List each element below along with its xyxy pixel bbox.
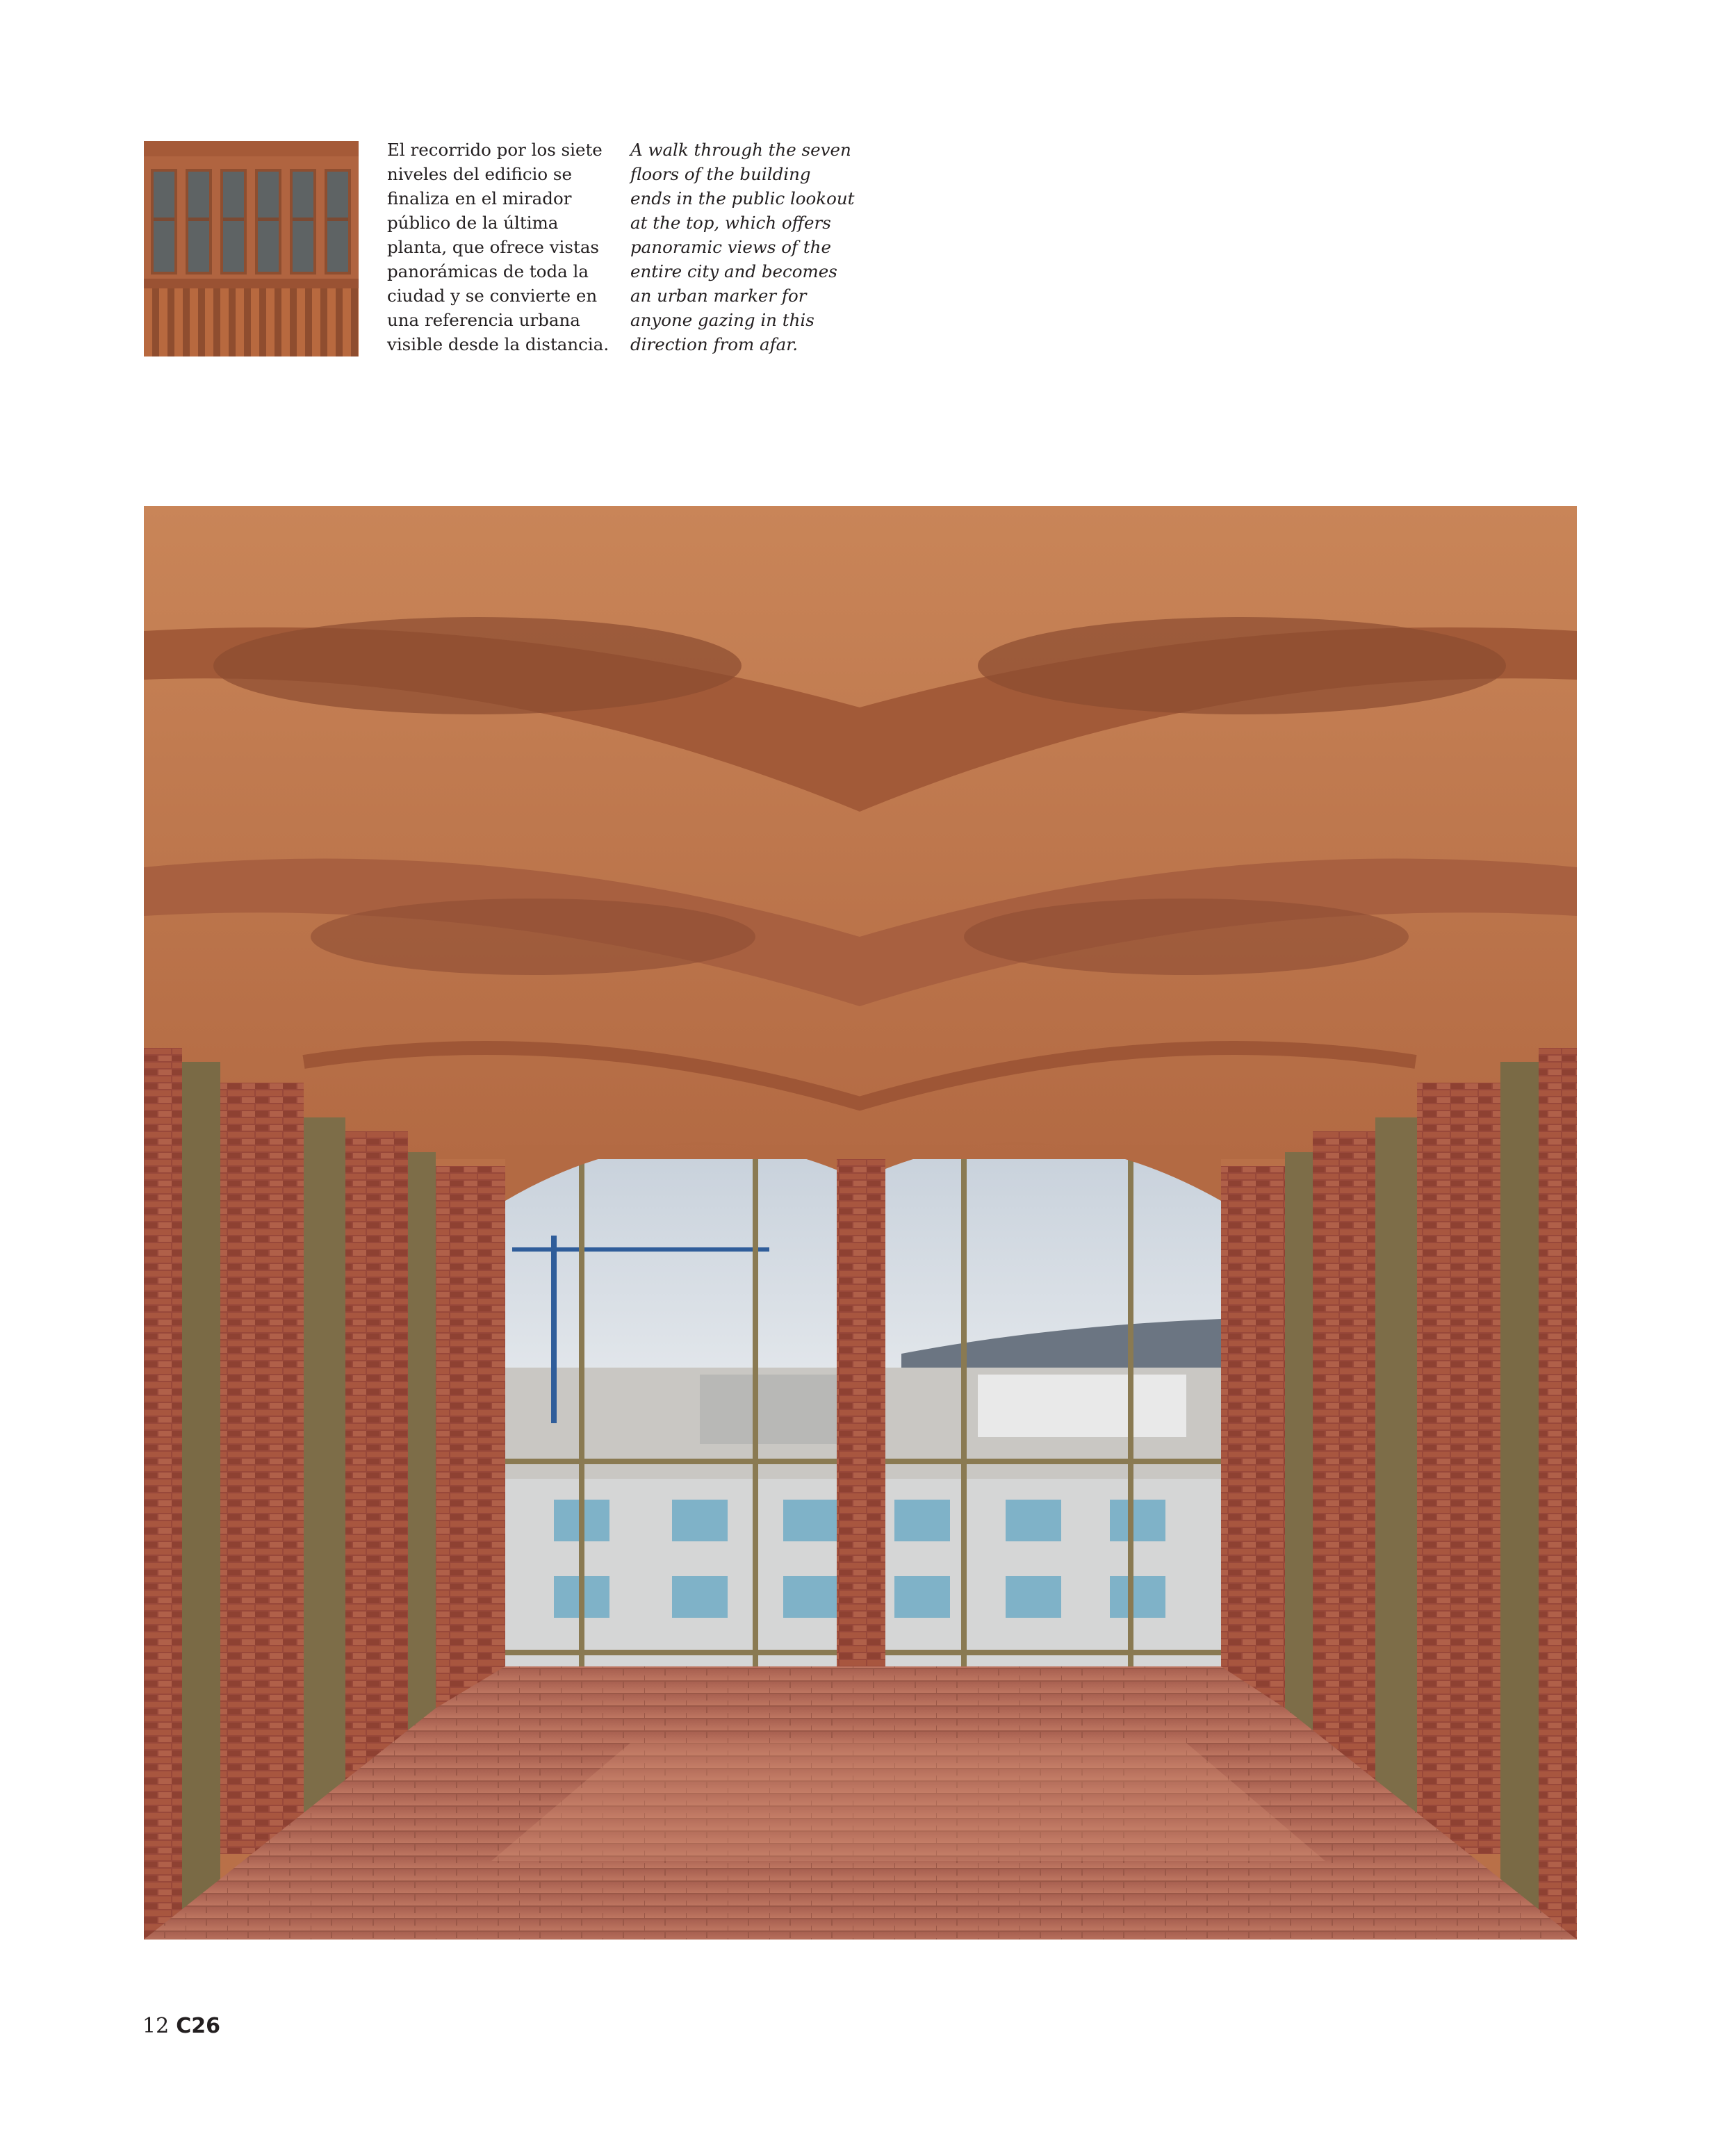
spanish-caption: El recorrido por los siete niveles del edificio se finaliza en el mirador público de la última planta, que ofrece vistas panorámicas de toda la ciudad y se convierte en una referencia urbana visible desde la distancia.	[387, 140, 609, 354]
central-brick-column	[837, 1159, 885, 1666]
facade-window	[255, 169, 281, 274]
facade-window	[220, 169, 247, 274]
facade-top-band	[144, 141, 359, 156]
right-brick-column	[1417, 1083, 1500, 1854]
facade-window	[151, 169, 177, 274]
english-caption: A walk through the seven floors of the building ends in the public lookout at the top, which offers panoramic views of the entire city and becomes an urban marker for anyone gazing in this direction from afar.	[630, 140, 855, 354]
lookout-interior-photo	[144, 506, 1577, 1940]
facade-thumbnail-image	[144, 141, 359, 356]
page-footer	[142, 2014, 220, 2038]
facade-window	[186, 169, 212, 274]
lookout-interior-illustration	[144, 506, 1577, 1940]
facade-window	[325, 169, 351, 274]
magazine-name: C26	[176, 2014, 220, 2038]
facade-window	[290, 169, 316, 274]
facade-brick-fins	[144, 288, 359, 356]
page-number: 12	[142, 2014, 170, 2038]
left-brick-column	[220, 1083, 304, 1854]
facade-sill	[144, 279, 359, 288]
